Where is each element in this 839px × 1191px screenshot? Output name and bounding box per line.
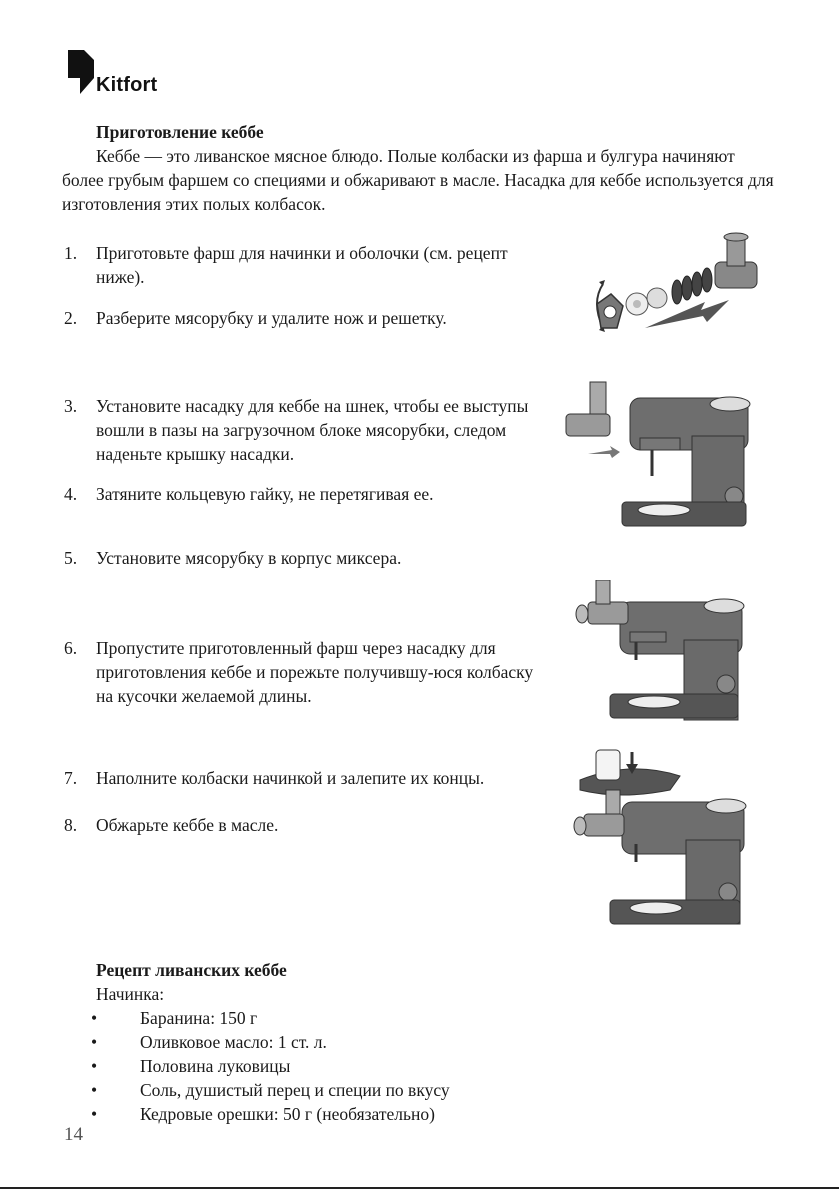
step-5 [64,546,534,570]
step-6 [64,636,534,708]
intro-section [62,120,774,216]
divider [0,1187,839,1189]
step-text: Установите мясорубку в корпус миксера. [96,548,402,568]
list-item: • Соль, душистый перец и специи по вкусу [91,1080,450,1100]
mixer-with-tray-illustration [570,746,770,936]
page-number: 14 [64,1124,83,1145]
step-text: Разберите мясорубку и удалите нож и решетку. [96,308,447,328]
mixer-with-grinder-illustration [570,580,770,730]
mixer-attach-grinder-illustration [560,376,760,536]
step-number: 7. [64,768,78,788]
step-2 [64,306,534,330]
brand-logo [66,48,176,100]
brand-name: Kitfort [96,74,158,96]
list-item: • Баранина: 150 г [91,1008,258,1028]
grinder-parts-illustration [585,232,785,352]
step-number: 5. [64,548,78,568]
step-1 [64,241,534,289]
recipe-heading: Рецепт ливанских кеббе [96,960,287,980]
step-number: 1. [64,243,78,263]
step-text: Пропустите приготовленный фарш через насадку для приготовления кеббе и порежьте получившу-юся колбаску на кусочки желаемой длины. [96,638,534,706]
list-item: • Оливковое масло: 1 ст. л. [91,1032,327,1052]
step-text: Установите насадку для кеббе на шнек, чтобы ее выступы вошли в пазы на загрузочном блоке мясорубки, следом наденьте крышку насадки. [96,396,529,464]
step-7 [64,766,534,790]
step-text: Затяните кольцевую гайку, не перетягивая ее. [96,484,434,504]
ingredient-list [64,1006,584,1126]
step-text: Обжарьте кеббе в масле. [96,815,279,835]
kitfort-logo-icon [66,48,96,96]
step-number: 2. [64,308,78,328]
step-number: 3. [64,396,78,416]
intro-heading: Приготовление кеббе [96,122,264,142]
step-number: 4. [64,484,78,504]
step-number: 8. [64,815,78,835]
step-number: 6. [64,638,78,658]
step-4 [64,482,534,506]
list-item: • Половина луковицы [91,1056,291,1076]
step-text: Наполните колбаски начинкой и залепите их концы. [96,768,485,788]
recipe-subheading: Начинка: [96,984,165,1004]
step-text: Приготовьте фарш для начинки и оболочки (см. рецепт ниже). [96,243,508,287]
list-item: • Кедровые орешки: 50 г (необязательно) [91,1104,435,1124]
recipe-section [64,958,584,1126]
intro-text: Кеббе — это ливанское мясное блюдо. Полые колбаски из фарша и булгура начиняют более грубым фаршем со специями и обжаривают в масле. Насадка для кеббе используется для изготовления этих полых колбасок. [62,146,774,214]
step-8 [64,813,534,837]
step-3 [64,394,534,466]
